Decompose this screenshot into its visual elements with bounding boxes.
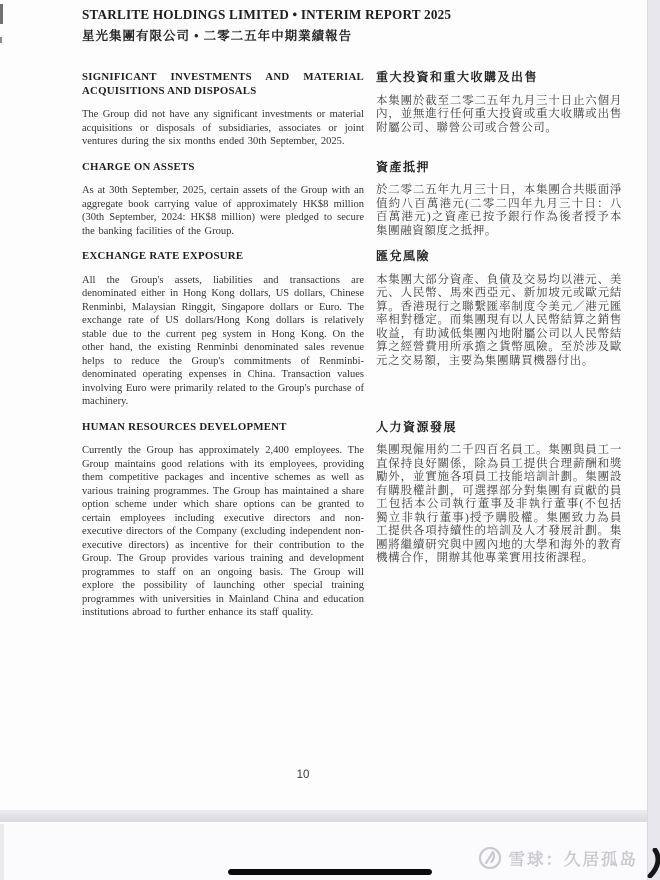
page-edge-shadow [647, 0, 660, 880]
watermark-text: 雪球：久居孤岛 [508, 851, 638, 869]
en-heading-significant-investments: SIGNIFICANT INVESTMENTS AND MATERIAL ACQUISITIONS AND DISPOSALS [82, 71, 364, 97]
zh-para-human-resources: 集團現僱用約二千四百名員工。集團與員工一直保持良好關係，除為員工提供合理薪酬和獎勵外，並實施各項員工技能培訓計劃。集團設有購股權計劃，可選擇部分對集團有貢獻的員工包括本公司執行董事及非執行董事(不包括獨立非執行董事)授予購股權。集團致力為員工提供各項持續性的培訓及人才發展計劃。集團將繼續研究與中國內地的大學和海外的教育機構合作，開辦其他專業實用技術課程。 [376, 444, 622, 564]
en-heading-charge-on-assets: CHARGE ON ASSETS [82, 160, 195, 173]
zh-column [376, 421, 622, 632]
zh-para-exchange-rate-exposure: 本集團大部分資產、負債及交易均以港元、美元、人民幣、馬來西亞元、新加坡元或歐元結算。香港現行之聯繫匯率制度令美元／港元匯率相對穩定。而集團現有以人民幣結算之銷售收益，有助減低集團內地附屬公司以人民幣結算之經營費用所承擔之貨幣風險。至於涉及歐元之交易額，主要為集團購買機器付出。 [376, 273, 622, 367]
en-column [82, 71, 364, 161]
section-significant-investments [82, 71, 622, 161]
left-edge-artifact [0, 37, 2, 43]
en-heading-human-resources: HUMAN RESOURCES DEVELOPMENT [82, 420, 287, 433]
watermark [478, 845, 639, 871]
home-indicator[interactable] [228, 869, 432, 875]
zh-para-charge-on-assets: 於二零二五年九月三十日，本集團合共賬面淨值約八百萬港元(二零二四年九月三十日：八百萬港元)之資產已按予銀行作為後者授予本集團融資額度之抵押。 [376, 184, 622, 237]
section-human-resources [82, 421, 622, 632]
report-title-zh: 星光集團有限公司 • 二零二五年中期業績報告 [82, 29, 353, 43]
pen-mark [645, 848, 660, 878]
zh-heading-exchange-rate-exposure: 匯兌風險 [376, 249, 431, 263]
zh-column [376, 71, 622, 161]
en-column [82, 250, 364, 421]
left-edge-artifact [0, 4, 3, 24]
zh-column [376, 250, 622, 421]
en-heading-exchange-rate-exposure: EXCHANGE RATE EXPOSURE [82, 250, 244, 262]
page-edge-shadow-left [0, 824, 4, 880]
en-para-human-resources: Currently the Group has approximately 2,400 employees. The Group maintains good relations with its employees, providing them competitive packages and incentive schemes as well as various training programmes. The Group has maintained a share option scheme under which share options can be granted to certain employees including executive directors and non-executive directors of the Company (excluding independent non-executive directors) as incentive for their contribution to the Group. The Group provides various training and development programmes to staff on an ongoing basis. The Group will explore the possibility of launching other special training programmes with universities in Mainland China and education institutions abroad to further enhance its staff quality. [82, 445, 364, 618]
en-column [82, 161, 364, 251]
en-para-charge-on-assets: As at 30th September, 2025, certain assets of the Group with an aggregate book carrying value of approximately HK$8 million (30th September, 2024: HK$8 million) were pledged to secure the banking facilities of the Group. [82, 185, 364, 237]
zh-heading-human-resources: 人力資源發展 [376, 419, 458, 434]
page-bottom-edge [0, 810, 660, 823]
page-number: 10 [296, 769, 310, 781]
section-exchange-rate-exposure [82, 250, 622, 421]
zh-heading-charge-on-assets: 資產抵押 [376, 159, 431, 174]
en-para-exchange-rate-exposure: All the Group's assets, liabilities and transactions are denominated either in Hong Kong dollars, US dollars, Chinese Renminbi, Malaysian Ringgit, Singapore dollars or Euro. The exchange rate of US dollars/Hong Kong dollars is relatively stable due to the current peg system in Hong Kong. On the other hand, the existing Renminbi denominated sales revenue helps to reduce the Group's commitments of Renminbi-denominated operating expenses in China. Transaction values involving Euro were primarily related to the Group's purchase of machinery. [82, 274, 364, 407]
zh-heading-significant-investments: 重大投資和重大收購及出售 [376, 70, 539, 84]
en-para-significant-investments: The Group did not have any significant investments or material acquisitions or disposals of subsidiaries, associates or joint ventures during the six months ended 30th September, 2025. [82, 109, 364, 147]
report-title-en: STARLITE HOLDINGS LIMITED • INTERIM REPORT 2025 [82, 7, 452, 22]
page-header [82, 7, 451, 44]
en-column [82, 421, 364, 632]
zh-column [376, 161, 622, 251]
zh-para-significant-investments: 本集團於截至二零二五年九月三十日止六個月內，並無進行任何重大投資或重大收購或出售附屬公司、聯營公司或合營公司。 [376, 94, 622, 134]
xueqiu-logo-icon [478, 846, 502, 870]
section-charge-on-assets [82, 161, 622, 251]
content-columns [82, 71, 622, 632]
